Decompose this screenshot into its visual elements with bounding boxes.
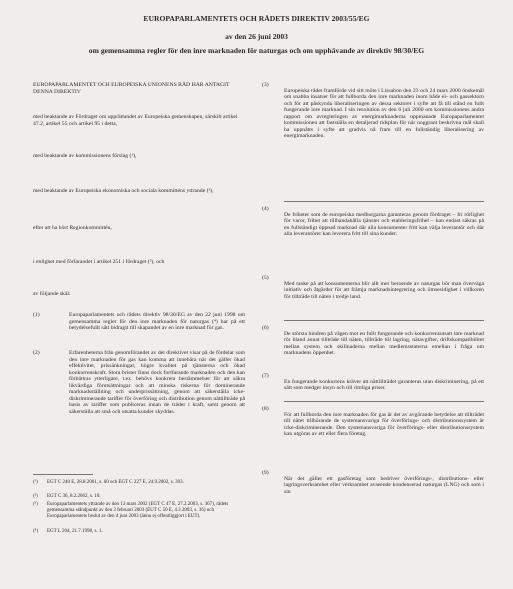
citation-reasons: av följande skäl:	[33, 291, 71, 297]
recital-text: En fungerande konkurrens kräver att nättillträdet garanteras utan diskriminering, på ett sätt som medger insyn och till rimliga priser.	[284, 378, 484, 392]
left-column: EUROPAPARLAMENTET OCH EUROPEISKA UNIONENS RÅD HAR ANTAGIT DENNA DIREKTIV med beaktande av Fördraget om upprättandet av Europeiska gemenskapen, särskilt artikel 47.2, artikel 55 och artikel 95 i detta, med beaktande av kommissionens förslag (¹), med beaktande av Europeiska ekonomiska och sociala kommitténs yttrande (²), efter att ha hört Regionkommittén, i enlighet med förfarandet i artikel 251 i fördraget (³), och av följande skäl: (1) Europaparlamentets och rådets direktiv 98/30/EG av den 22 juni 1998 om gemensamma regler för den inre marknaden för naturgas (⁴) har på ett betydelsefullt sätt bidragit till skapandet av en inre marknad för gas. (2) Erfarenheterna från genomförandet av det direktivet visar på de fördelar som den inre marknaden för gas kan komma att innebära när det gäller ökad effektivitet, prissänkningar, högre kvalitet på tjänsterna och ökad konkurrenskraft. Stora brister finns dock fortfarande marknaden och den kan förbättras ytterligare, t.ex. behövs konkreta bestämmelser för att säkra likvärdiga förutsättningar och att minska riskerna för dominerande marknadsställning och underprissättning, genom att säkerställa icke-diskriminerande tariffer för överföring och distribution genom nättillträde på basis av tariffer som publiceras innan de träder i kraft, samt genom att säkerställa att små och utsatta kunder skyddas. (¹) EGT C 240 E, 28.8.2001, s. 60 och EGT C 227 E, 24.9.2002, s. 393. (²) EGT C 36, 8.2.2002, s. 10. (³) Europaparlamentets yttrande av den 13 mars 2002 (EGT C 47 E, 27.2.2003, s. 367), rådets gemensamma ståndpunkt av den 3 februari 2003 (EUT C 50 E, 4.3.2003, s. 36) och Europaparlamentets beslut av den 4 juni 2003 (ännu ej offentliggjort i EUT). (⁴) EGT L 204, 21.7.1998, s. 1.	[33, 82, 245, 534]
directive-title: EUROPAPARLAMENTETS OCH RÅDETS DIREKTIV 2003/55/EG	[143, 14, 370, 23]
recital-text: För att fullborda den inre marknaden för gas är det av avgörande betydelse att tillträdet till nätet tillhörande de systemansvariga för överförings- och distributionssystem är icke-diskriminerande. Den systemansvariga för överförings- eller distributionssystem kan utgöras av ett eller flera företag.	[284, 411, 484, 438]
recital-number: (4)	[262, 206, 269, 212]
recital-text: De största hindren på vägen mot en fullt fungerande och konkurrensutsatt inre marknad rör bland annat tillträde till näten, tillträde till lagring, nätavgifter, driftskompatibilitet mellan system och skillnaderna mellan medlemsstaterna emellan i fråga om marknadens öppenhet.	[284, 330, 484, 357]
column-divider	[284, 201, 484, 202]
recital-text: När det gäller ett gasföretag som bedriver överförings-, distributions- eller lagringsverksamhet eller verksamhet avseende kondenserad naturgas (LNG) och som i sin	[284, 475, 484, 495]
recital-number: (6)	[262, 325, 269, 331]
recital-number: (1)	[33, 312, 40, 318]
directive-subject: om gemensamma regler för den inre marknaden för naturgas och om upphävande av direktiv 98/30/EG	[88, 46, 425, 55]
citation-ecosoc: med beaktande av Europeiska ekonomiska och sociala kommitténs yttrande (²),	[33, 188, 214, 194]
recital-text: Europaparlamentets och rådets direktiv 98/30/EG av den 22 juni 1998 om gemensamma regler för den inre marknaden för naturgas (⁴) har på ett betydelsefullt sätt bidragit till skapandet av en inre marknad för gas.	[69, 312, 245, 331]
recital-text: Med tanke på att konsumenterna blir allt mer beroende av naturgas bör man överväga initiativ och åtgärder för att främja marknadsintegrering och ömsesidighet i villkoren för tillträde till näten i tredje land.	[284, 280, 484, 300]
citation-proposal: med beaktande av kommissionens förslag (¹),	[33, 153, 137, 159]
right-column	[262, 82, 484, 582]
recital-number: (7)	[262, 373, 269, 379]
recital-number: (3)	[262, 82, 269, 88]
recital-number: (8)	[262, 406, 269, 412]
recital-number: (5)	[262, 275, 269, 281]
recital-text: Erfarenheterna från genomförandet av det direktivet visar på de fördelar som den inre marknaden för gas kan komma att innebära när det gäller ökad effektivitet, prissänkningar, högre kvalitet på tjänsterna och ökad konkurrenskraft. Stora brister finns dock fortfarande marknaden och den kan förbättras ytterligare, t.ex. behövs konkreta bestämmelser för att säkra likvärdiga förutsättningar och att minska riskerna för dominerande marknadsställning och underprissättning, genom att säkerställa icke-diskriminerande tariffer för överföring och distribution genom nättillträde på basis av tariffer som publiceras innan de träder i kraft, samt genom att säkerställa att små och utsatta kunder skyddas.	[69, 350, 245, 415]
column-divider	[284, 320, 484, 321]
citation-regions: efter att ha hört Regionkommittén,	[33, 225, 112, 231]
recital-text: De friheter som de europeiska medborgarna garanteras genom fördraget – fri rörlighet för varor, frihet att tillhandahålla tjänster och etableringsfrihet – kan endast säkras på en fullständigt öppnad marknad där alla konsumenter fritt kan välja leverantör och där alla leverantörer kan leverera fritt till sina kunder.	[284, 211, 484, 238]
column-divider	[284, 401, 484, 402]
footnote-separator	[33, 474, 93, 475]
recital-number: (9)	[262, 470, 269, 476]
recital-number: (2)	[33, 350, 40, 356]
citation-procedure: i enlighet med förfarandet i artikel 251 i fördraget (³), och	[33, 259, 165, 265]
recital-text: Europeiska rådet framförde vid sitt möte i Lissabon den 23 och 24 mars 2000 önskemål om snabba insatser för att fullborda den inre marknaden inom både el- och gassektorn och för att påskynda liberaliseringen av dessa sektorer i syfte att få till stånd en fullt fungerande inre marknad. I sin resolution av den 6 juli 2000 om kommissionens andra rapport om avregleringen av energimarknaderna uppmanade Europaparlamentet kommissionen att fastställa en detaljerad tidsplan för när noggrant beskrivna mål skall ha uppnåtts i syfte att gradvis nå fram till en fullständig liberalisering av energimarknaden.	[284, 87, 484, 140]
enacting-intro: EUROPAPARLAMENTET OCH EUROPEISKA UNIONENS RÅD HAR ANTAGIT DENNA DIREKTIV	[33, 82, 230, 95]
citation-treaty: med beaktande av Fördraget om upprättandet av Europeiska gemenskapen, särskilt artikel 47.2, artikel 55 och artikel 95 i detta,	[33, 114, 238, 127]
directive-date: av den 26 juni 2003	[225, 32, 288, 41]
